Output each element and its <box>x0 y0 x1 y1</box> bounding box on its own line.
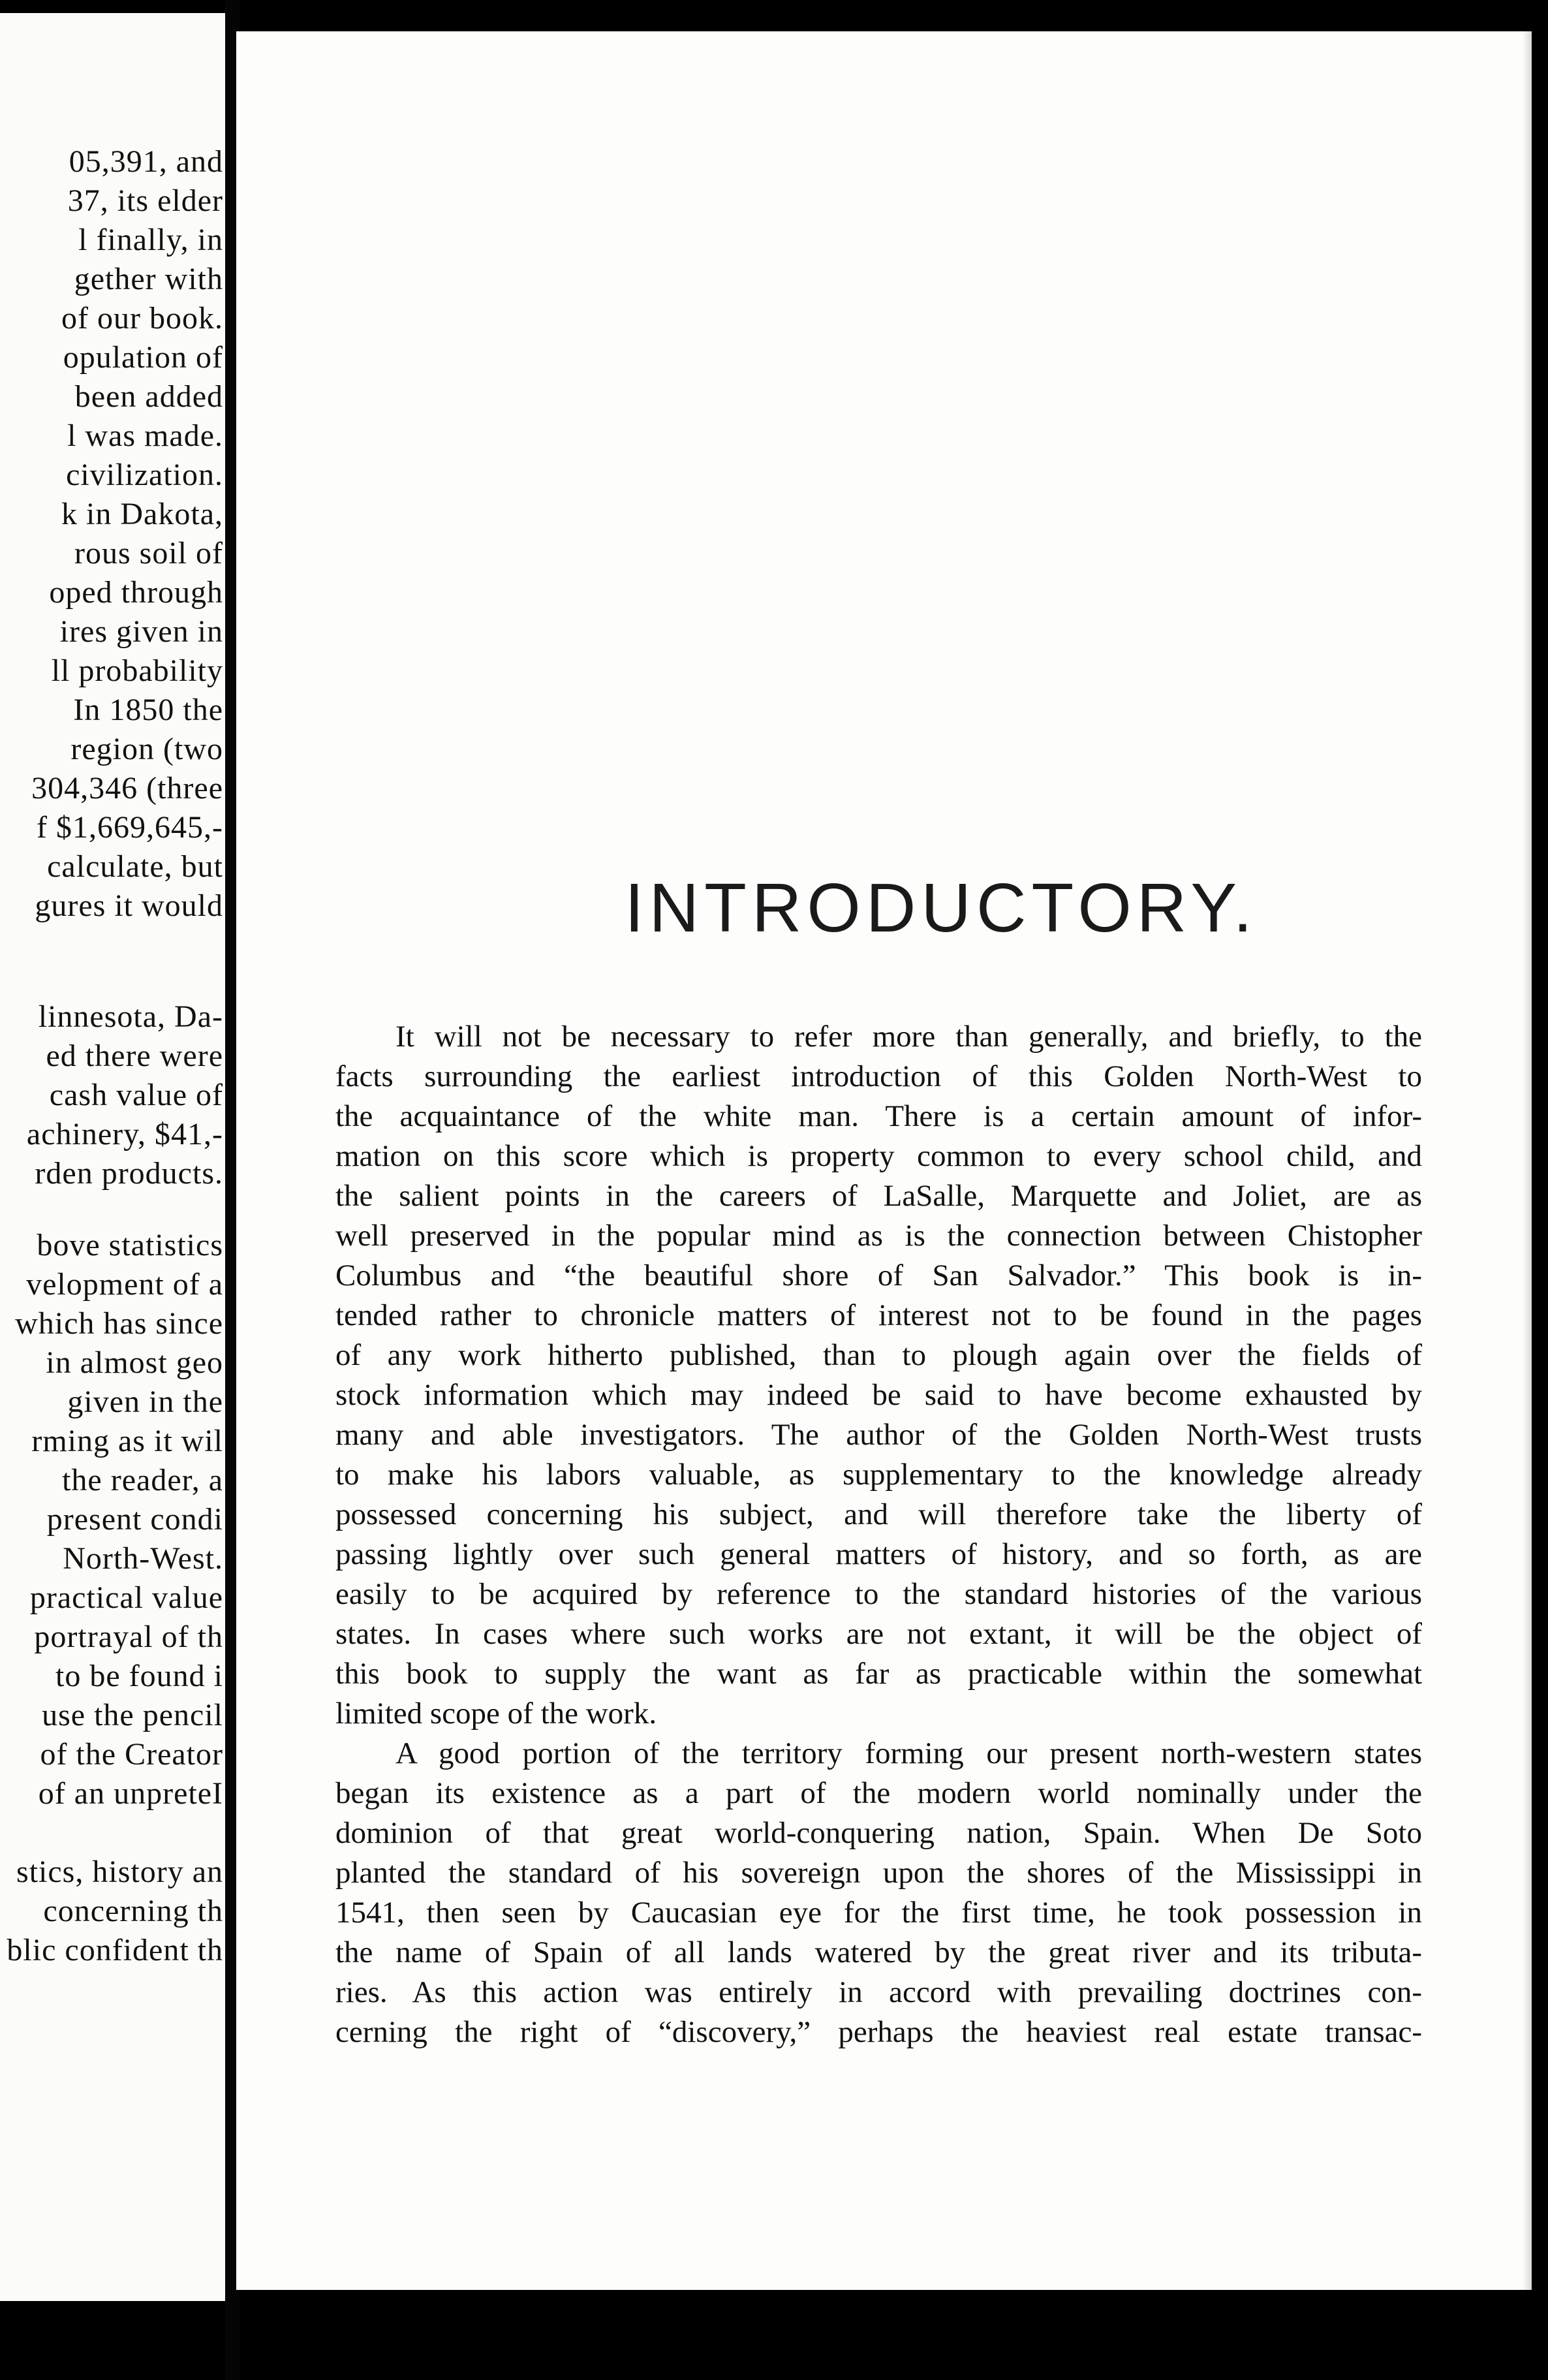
left-page-line: region (two <box>70 732 223 766</box>
left-page-line: 37, its elder <box>67 183 223 218</box>
text-line <box>236 1654 1532 1697</box>
text-line-content: the name of Spain of all lands watered by the great river and its tributa- <box>335 1935 1422 1969</box>
text-line <box>236 1415 1532 1458</box>
text-line <box>236 1336 1532 1379</box>
left-page-line: velopment of a <box>26 1267 223 1302</box>
text-line-content: began its existence as a part of the modern world nominally under the <box>335 1776 1422 1810</box>
text-line <box>236 1973 1532 2016</box>
text-line <box>236 1176 1532 1219</box>
text-line-content: mation on this score which is property common to every school child, and <box>335 1139 1422 1173</box>
text-line-content: the salient points in the careers of LaSalle, Marquette and Joliet, are as <box>335 1179 1422 1213</box>
left-page-line: 304,346 (three <box>31 771 223 806</box>
text-line-content: to make his labors valuable, as supplementary to the knowledge already <box>335 1458 1422 1492</box>
text-line-content: many and able investigators. The author of the Golden North-West trusts <box>335 1418 1422 1452</box>
text-line <box>236 1694 1532 1737</box>
left-page-line: linnesota, Da- <box>38 999 223 1034</box>
left-page-line: ed there were <box>46 1039 223 1073</box>
text-line <box>236 1375 1532 1418</box>
text-line-content: easily to be acquired by reference to the standard histories of the various <box>335 1577 1422 1611</box>
text-line <box>236 1813 1532 1856</box>
left-page-line: concerning th <box>43 1894 223 1928</box>
text-line <box>236 1296 1532 1339</box>
left-page-line: f $1,669,645,- <box>37 810 223 845</box>
left-page-line: rous soil of <box>74 536 223 571</box>
text-line <box>236 1574 1532 1618</box>
left-page-line: the reader, a <box>62 1463 223 1497</box>
text-line <box>236 1614 1532 1657</box>
text-line <box>236 1057 1532 1100</box>
left-page-line: been added <box>74 379 223 414</box>
left-page-line: North-West. <box>63 1541 223 1576</box>
text-line-content: tended rather to chronicle matters of interest not to be found in the pages <box>335 1298 1422 1332</box>
left-page-line: to be found i <box>55 1659 223 1693</box>
text-line-content: It will not be necessary to refer more than generally, and briefly, to the <box>395 1020 1422 1054</box>
text-line-content: passing lightly over such general matters of history, and so forth, as are <box>335 1537 1422 1571</box>
left-page-line: practical value <box>29 1580 223 1615</box>
left-page-line: use the pencil <box>42 1698 223 1732</box>
left-page-line: of the Creator <box>40 1737 223 1772</box>
left-page-line: opulation of <box>63 340 223 375</box>
text-line-content: A good portion of the territory forming our present north-western states <box>395 1736 1422 1770</box>
left-page-line: In 1850 the <box>73 693 223 727</box>
left-page-line: rming as it wil <box>31 1424 223 1458</box>
right-page <box>236 31 1532 2290</box>
left-page-line: l finally, in <box>78 223 223 257</box>
left-page-line: oped through <box>49 575 223 610</box>
left-page-line: ires given in <box>59 614 223 649</box>
text-line-content: stock information which may indeed be said to have become exhausted by <box>335 1378 1422 1412</box>
text-line-content: facts surrounding the earliest introduction of this Golden North-West to <box>335 1059 1422 1093</box>
text-line-content: dominion of that great world-conquering nation, Spain. When De Soto <box>335 1816 1422 1850</box>
left-page-line: blic confident th <box>7 1933 223 1967</box>
text-line <box>236 1455 1532 1498</box>
left-page-line: l was made. <box>67 418 223 453</box>
text-line <box>236 1774 1532 1817</box>
left-page-line: gures it would <box>35 888 223 923</box>
text-line-content: cerning the right of “discovery,” perhaps the heaviest real estate transac- <box>335 2015 1422 2049</box>
left-page-line: achinery, $41,- <box>26 1117 223 1151</box>
text-line <box>236 1734 1532 1777</box>
text-line <box>236 1495 1532 1538</box>
text-line-content: Columbus and “the beautiful shore of San Salvador.” This book is in- <box>335 1259 1422 1292</box>
text-line-content: 1541, then seen by Caucasian eye for the first time, he took possession in <box>335 1896 1422 1930</box>
left-page-line: stics, history an <box>16 1855 223 1889</box>
left-page-line: rden products. <box>35 1156 223 1191</box>
left-page-line: calculate, but <box>47 849 223 884</box>
text-line <box>236 1097 1532 1140</box>
left-page-line: of our book. <box>61 301 223 336</box>
left-page-line: bove statistics <box>37 1228 223 1262</box>
text-line-content: the acquaintance of the white man. There is a certain amount of infor- <box>335 1099 1422 1133</box>
text-line-content: limited scope of the work. <box>335 1697 657 1730</box>
left-page-line: in almost geo <box>46 1345 223 1380</box>
left-page-line: ll probability <box>51 653 223 688</box>
left-page-line: gether with <box>74 262 223 296</box>
left-page <box>0 13 228 2301</box>
text-line <box>236 1933 1532 1976</box>
text-line <box>236 1216 1532 1259</box>
text-line-content: states. In cases where such works are not extant, it will be the object of <box>335 1617 1422 1651</box>
text-line-content: this book to supply the want as far as practicable within the somewhat <box>335 1657 1422 1691</box>
page-heading: INTRODUCTORY. <box>625 869 1258 947</box>
text-line-content: possessed concerning his subject, and will therefore take the liberty of <box>335 1497 1422 1531</box>
text-line-content: well preserved in the popular mind as is the connection between Chistopher <box>335 1219 1422 1253</box>
left-page-line: of an unpreteI <box>38 1776 223 1811</box>
text-line <box>236 1535 1532 1578</box>
text-line <box>236 1136 1532 1180</box>
text-line <box>236 1017 1532 1060</box>
text-line <box>236 1853 1532 1896</box>
left-page-line: 05,391, and <box>69 144 223 179</box>
left-page-line: which has since <box>15 1306 223 1341</box>
text-line <box>236 1256 1532 1299</box>
text-line-content: of any work hitherto published, than to plough again over the fields of <box>335 1338 1422 1372</box>
text-line-content: planted the standard of his sovereign upon the shores of the Mississippi in <box>335 1856 1422 1890</box>
text-line-content: ries. As this action was entirely in accord with prevailing doctrines con- <box>335 1975 1422 2009</box>
text-line <box>236 2012 1532 2056</box>
left-page-line: given in the <box>67 1385 223 1419</box>
left-page-line: civilization. <box>66 458 223 492</box>
left-page-line: portrayal of th <box>34 1620 223 1654</box>
left-page-line: cash value of <box>49 1078 223 1112</box>
text-line <box>236 1893 1532 1936</box>
left-page-line: k in Dakota, <box>61 497 223 531</box>
left-page-line: present condi <box>46 1502 223 1537</box>
page-edge-shadow <box>1523 31 1532 2290</box>
